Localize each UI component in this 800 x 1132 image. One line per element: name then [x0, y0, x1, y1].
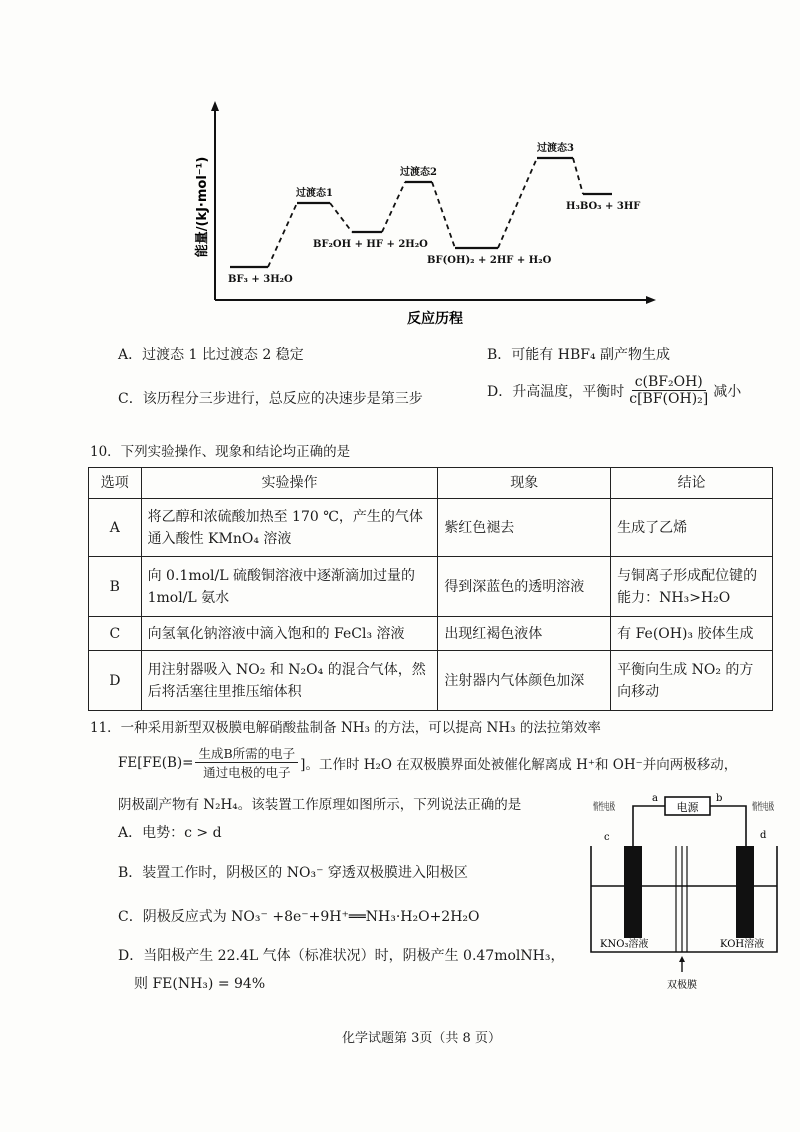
- q11-stem-line2: [118, 744, 737, 781]
- fe-suffix: ]。工作时 H₂O 在双极膜界面处被催化解离成 H⁺和 OH⁻并向两极移动，: [300, 756, 738, 773]
- left-solution-label: KNO₃溶液: [600, 939, 649, 950]
- path-3: [382, 182, 405, 232]
- table-header: 选项: [89, 468, 142, 499]
- y-axis-arrow: [211, 101, 219, 111]
- experiment-table: [88, 467, 773, 711]
- table-header: 结论: [611, 468, 773, 499]
- fe-fraction: [195, 744, 298, 781]
- path-1: [268, 203, 297, 267]
- electrode-c: [624, 846, 642, 938]
- label-ts1: 过渡态1: [296, 188, 333, 199]
- table-cell-option: A: [89, 499, 142, 557]
- table-cell-conclusion: 有 Fe(OH)₃ 胶体生成: [611, 617, 773, 651]
- fraction-numerator: 生成B所需的电子: [195, 744, 298, 763]
- y-axis-label: 能量/(kJ·mol⁻¹): [195, 156, 210, 258]
- table-cell-phenomenon: 紫红色褪去: [438, 499, 611, 557]
- table-cell-conclusion: 平衡向生成 NO₂ 的方向移动: [611, 651, 773, 711]
- electrode-c-label: c: [604, 832, 610, 843]
- membrane-arrow-head: [679, 956, 685, 962]
- table-cell-phenomenon: 注射器内气体颜色加深: [438, 651, 611, 711]
- table-cell-option: C: [89, 617, 142, 651]
- x-axis-arrow: [646, 296, 656, 304]
- q11-stem-line1: 11．一种采用新型双极膜电解硝酸盐制备 NH₃ 的方法，可以提高 NH₃ 的法拉第效率: [90, 720, 601, 736]
- table-cell-operation: 向 0.1mol/L 硫酸铜溶液中逐渐滴加过量的 1mol/L 氨水: [141, 557, 438, 617]
- table-row: [89, 651, 773, 711]
- q11-stem-line3: 阴极副产物有 N₂H₄。该装置工作原理如图所示，下列说法正确的是: [118, 797, 522, 813]
- table-cell-option: B: [89, 557, 142, 617]
- table-cell-operation: 将乙醇和浓硫酸加热至 170 ℃，产生的气体通入酸性 KMnO₄ 溶液: [141, 499, 438, 557]
- label-ts3: 过渡态3: [537, 143, 574, 154]
- fraction-denominator: 通过电极的电子: [203, 765, 291, 780]
- membrane-label: 双极膜: [667, 980, 697, 991]
- q11-option-c: C．阴极反应式为 NO₃⁻ +8e⁻+9H⁺══NH₃·H₂O+2H₂O: [118, 909, 480, 925]
- table-cell-option: D: [89, 651, 142, 711]
- path-2: [330, 203, 352, 232]
- label-int2: BF(OH)₂ + 2HF + H₂O: [427, 255, 552, 266]
- label-int1: BF₂OH + HF + 2H₂O: [313, 239, 428, 250]
- q9-option-d-suffix: 减小: [713, 383, 742, 400]
- fraction-numerator: c(BF₂OH): [632, 374, 706, 391]
- fe-prefix: FE[FE(B)=: [118, 754, 194, 771]
- electrode-d: [736, 846, 754, 938]
- label-ts2: 过渡态2: [400, 167, 437, 178]
- right-solution-label: KOH溶液: [720, 939, 765, 950]
- q9-option-b: B．可能有 HBF₄ 副产物生成: [487, 347, 671, 363]
- q11-option-d-line1: D．当阳极产生 22.4L 气体（标准状况）时，阴极产生 0.47molNH₃，: [118, 948, 565, 964]
- path-6: [573, 158, 583, 194]
- q11-option-d-line2: 则 FE(NH₃) = 94%: [134, 976, 266, 992]
- q11-option-a: A．电势：c > d: [118, 825, 222, 841]
- terminal-a: a: [652, 793, 658, 804]
- table-row: [89, 557, 773, 617]
- x-axis-label: 反应历程: [407, 311, 463, 327]
- q11-option-b: B．装置工作时，阴极区的 NO₃⁻ 穿透双极膜进入阳极区: [118, 865, 468, 881]
- q9-option-d: [487, 374, 741, 407]
- table-cell-phenomenon: 得到深蓝色的透明溶液: [438, 557, 611, 617]
- table-cell-phenomenon: 出现红褐色液体: [438, 617, 611, 651]
- table-cell-operation: 用注射器吸入 NO₂ 和 N₂O₄ 的混合气体，然后将活塞往里推压缩体积: [141, 651, 438, 711]
- q9-option-d-prefix: D．升高温度，平衡时: [487, 383, 625, 400]
- right-electrode-label: 惰性电极: [752, 802, 792, 813]
- table-cell-operation: 向氢氧化钠溶液中滴入饱和的 FeCl₃ 溶液: [141, 617, 438, 651]
- electrolysis-cell-diagram: [588, 790, 792, 995]
- table-cell-conclusion: 与铜离子形成配位键的能力：NH₃>H₂O: [611, 557, 773, 617]
- page-footer: 化学试题第 3页（共 8 页）: [342, 1031, 501, 1046]
- q9-option-c: C．该历程分三步进行，总反应的决速步是第三步: [118, 391, 423, 407]
- path-4: [432, 182, 455, 248]
- wire-right: [710, 806, 746, 846]
- path-5: [498, 158, 537, 248]
- table-header: 现象: [438, 468, 611, 499]
- terminal-b: b: [716, 793, 723, 804]
- electrode-d-label: d: [760, 830, 767, 841]
- table-cell-conclusion: 生成了乙烯: [611, 499, 773, 557]
- left-electrode-label: 惰性电极: [593, 802, 633, 813]
- label-products: H₃BO₃ + 3HF: [566, 201, 641, 212]
- table-header-row: [89, 468, 773, 499]
- q9-option-a: A．过渡态 1 比过渡态 2 稳定: [118, 347, 304, 363]
- q10-stem: 10．下列实验操作、现象和结论均正确的是: [90, 444, 351, 460]
- fraction-denominator: c[BF(OH)₂]: [629, 391, 709, 407]
- q9-option-d-fraction: [626, 374, 711, 407]
- power-source-label: 电源: [676, 801, 699, 814]
- table-row: [89, 617, 773, 651]
- table-header: 实验操作: [141, 468, 438, 499]
- label-reactants: BF₃ + 3H₂O: [228, 274, 293, 285]
- energy-profile-chart: [180, 95, 680, 330]
- wire-left: [633, 806, 665, 846]
- table-row: [89, 499, 773, 557]
